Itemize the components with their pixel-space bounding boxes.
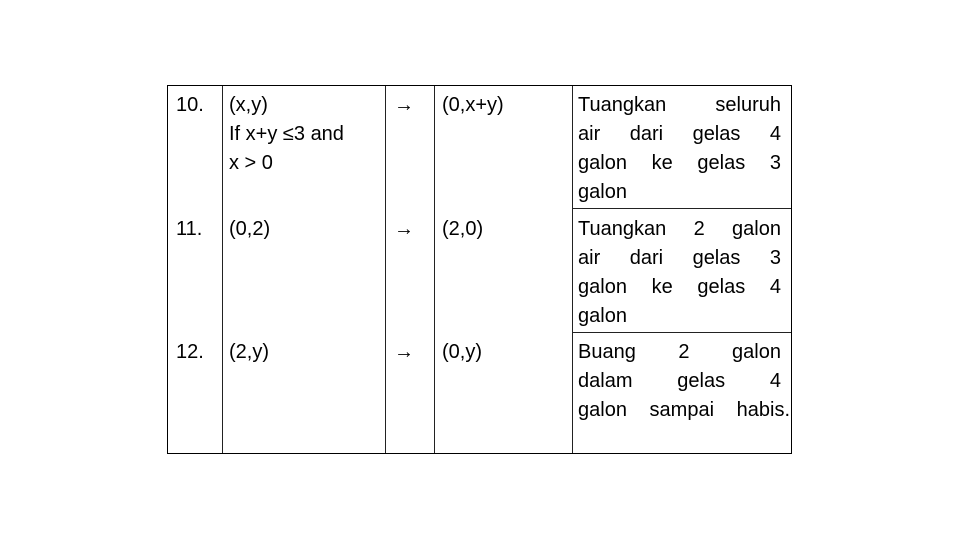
column-divider xyxy=(434,86,435,453)
arrow-symbol: → xyxy=(394,218,414,240)
rule-condition-line: (0,2) xyxy=(229,218,271,240)
rule-number: 10. xyxy=(176,94,204,116)
rule-description-line: air dari gelas 3 xyxy=(578,247,781,269)
rule-condition-line: x > 0 xyxy=(229,152,273,174)
rule-description-line: galon ke gelas 4 xyxy=(578,276,781,298)
row-divider xyxy=(572,332,791,333)
arrow-symbol: → xyxy=(394,341,414,363)
rule-description-line: Tuangkan seluruh xyxy=(578,94,781,116)
rule-description-line: galon xyxy=(578,181,627,203)
production-rules-table xyxy=(167,85,792,454)
rule-condition-line: If x+y ≤3 and xyxy=(229,123,344,145)
arrow-symbol: → xyxy=(394,94,414,116)
row-divider xyxy=(572,208,791,209)
column-divider xyxy=(222,86,223,453)
rule-description-line: galon xyxy=(578,305,627,327)
column-divider xyxy=(385,86,386,453)
rule-condition-line: (x,y) xyxy=(229,94,268,116)
rule-condition-line: (2,y) xyxy=(229,341,269,363)
rule-description-line: galon ke gelas 3 xyxy=(578,152,781,174)
rule-number: 12. xyxy=(176,341,204,363)
rule-result: (0,x+y) xyxy=(442,94,504,116)
rule-description-line: galon sampai habis. xyxy=(578,399,790,421)
rule-result: (2,0) xyxy=(442,218,484,240)
rule-result: (0,y) xyxy=(442,341,482,363)
rule-description-line: dalam gelas 4 xyxy=(578,370,781,392)
rule-description-line: Buang 2 galon xyxy=(578,341,781,363)
rule-description-line: Tuangkan 2 galon xyxy=(578,218,781,240)
rule-number: 11. xyxy=(176,218,203,240)
rule-description-line: air dari gelas 4 xyxy=(578,123,781,145)
column-divider xyxy=(572,86,573,453)
